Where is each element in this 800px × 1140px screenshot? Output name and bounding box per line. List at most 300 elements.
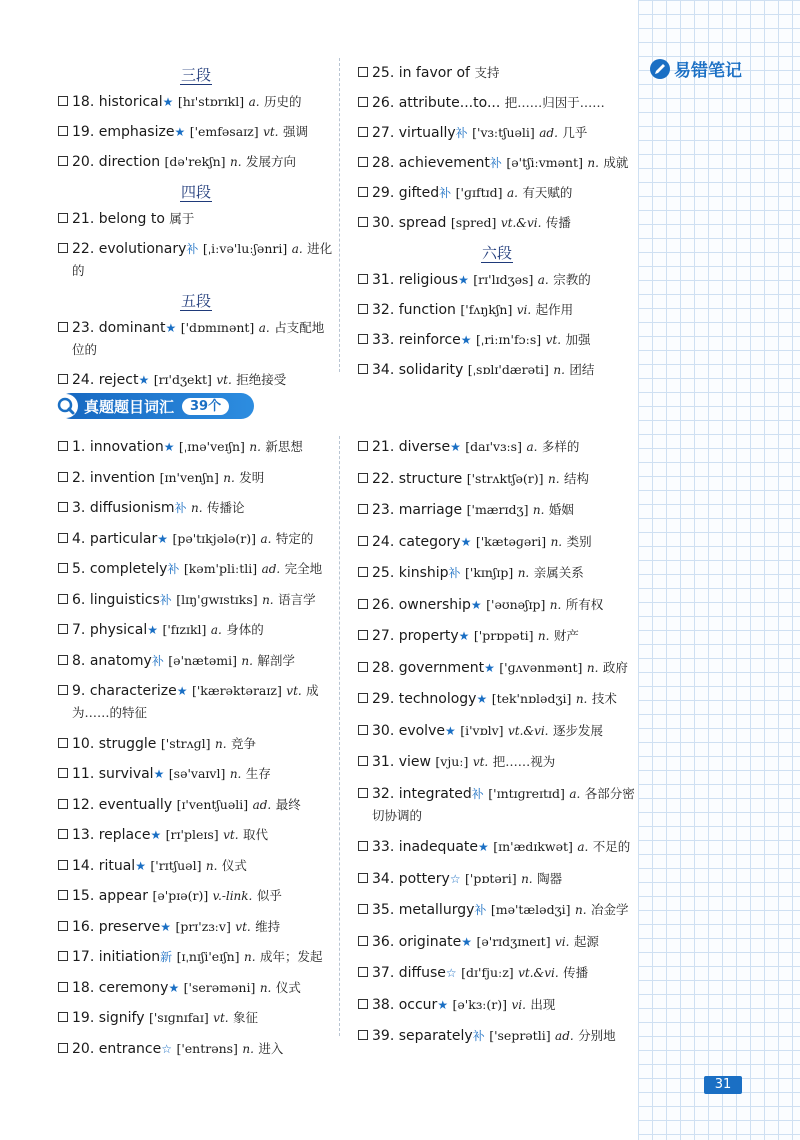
entry-number: 20. <box>72 1040 95 1057</box>
vocab-entry <box>358 625 636 647</box>
entry-text <box>372 594 603 616</box>
entry-word: technology <box>398 691 477 707</box>
entry-word: eventually <box>98 796 173 813</box>
entry-number: 6. <box>72 591 86 608</box>
checkbox[interactable] <box>58 738 68 748</box>
paragraph-heading-text: 四段 <box>180 183 211 201</box>
checkbox[interactable] <box>58 322 68 332</box>
checkbox[interactable] <box>58 829 68 839</box>
entry-definition: 加强 <box>565 332 591 347</box>
checkbox[interactable] <box>358 127 368 137</box>
entry-word: gifted <box>398 185 440 201</box>
entry-mark-icon: ★ <box>165 321 177 335</box>
entry-pos: n. <box>521 871 533 886</box>
checkbox[interactable] <box>358 473 368 483</box>
entry-number: 32. <box>372 785 395 802</box>
entry-number: 24. <box>72 372 95 388</box>
entry-definition: 支持 <box>474 65 500 80</box>
entry-mark-icon: ★ <box>147 623 158 637</box>
checkbox[interactable] <box>58 243 68 253</box>
entry-word: marriage <box>398 502 463 518</box>
entry-number: 36. <box>372 933 395 950</box>
entry-pos: vi. <box>511 997 526 1012</box>
entry-text <box>72 946 323 968</box>
entry-text <box>72 436 303 458</box>
entry-text <box>72 855 247 877</box>
paragraph-heading <box>58 181 334 202</box>
entry-word: reinforce <box>398 332 461 348</box>
entry-phonetic: ['kætəɡəri] <box>475 533 547 549</box>
entry-text <box>372 468 589 490</box>
vocab-entry <box>58 589 334 611</box>
checkbox[interactable] <box>58 1012 68 1022</box>
entry-text <box>72 121 308 143</box>
entry-definition: 所有权 <box>565 596 604 612</box>
entry-number: 5. <box>72 561 86 577</box>
entry-phonetic: [lɪŋ'ɡwɪstɪks] <box>176 591 258 607</box>
entry-definition: 起作用 <box>535 302 574 317</box>
checkbox[interactable] <box>358 788 368 798</box>
checkbox[interactable] <box>358 1030 368 1040</box>
checkbox[interactable] <box>358 536 368 546</box>
entry-definition: 仪式 <box>221 857 247 873</box>
checkbox[interactable] <box>358 334 368 344</box>
entry-definition: 有天赋的 <box>522 185 573 200</box>
paragraph-heading <box>58 290 334 311</box>
entry-pos: n. <box>547 471 560 486</box>
entry-pos: n. <box>532 503 545 517</box>
entry-pos: n. <box>223 470 235 485</box>
entry-number: 28. <box>372 659 395 676</box>
entry-pos: vi. <box>516 303 532 317</box>
entry-text <box>72 977 301 999</box>
vocab-entry <box>58 497 334 519</box>
paragraph-heading-text: 三段 <box>180 66 211 84</box>
entry-text <box>72 558 322 580</box>
entry-number: 16. <box>72 918 95 935</box>
entry-mark-icon: ★ <box>160 919 171 934</box>
vocab-entry <box>358 269 636 291</box>
vocab-entry <box>58 619 334 641</box>
entry-number: 37. <box>372 965 395 981</box>
checkbox[interactable] <box>58 502 68 512</box>
entry-phonetic: ['strʌktʃə(r)] <box>466 470 544 486</box>
entry-definition: 技术 <box>591 691 617 706</box>
entry-text <box>72 1038 283 1060</box>
entry-word: entrance <box>98 1040 162 1057</box>
vocab-section-banner <box>58 393 254 419</box>
entry-definition: 亲属关系 <box>533 565 584 580</box>
checkbox[interactable] <box>358 725 368 735</box>
pen-icon <box>650 59 670 79</box>
entry-number: 22. <box>372 470 395 487</box>
entry-pos: ad. <box>539 126 558 140</box>
entry-pos: n. <box>229 767 242 781</box>
entry-pos: n. <box>553 363 565 377</box>
entry-definition: 各部分密切协调的 <box>372 785 635 823</box>
entry-definition: 冶金学 <box>590 902 629 917</box>
checkbox[interactable] <box>358 756 368 766</box>
checkbox[interactable] <box>58 890 68 900</box>
entry-number: 15. <box>72 888 95 904</box>
entry-word: integrated <box>398 785 472 802</box>
paragraph-heading-text: 六段 <box>481 244 512 262</box>
vocab-entry <box>58 238 334 282</box>
checkbox[interactable] <box>358 841 368 851</box>
entry-phonetic: [dɪ'fjuːz] <box>461 965 514 980</box>
entry-definition: 把……归因于…… <box>504 95 605 110</box>
entry-word: attribute...to... <box>398 95 501 111</box>
entry-number: 22. <box>72 241 95 257</box>
entry-number: 32. <box>372 302 395 318</box>
entry-pos: vt. <box>286 684 302 698</box>
vocab-entry <box>58 528 334 550</box>
entry-pos: v.-link. <box>212 889 253 903</box>
entry-word: solidarity <box>398 362 464 378</box>
entry-word: invention <box>89 469 156 486</box>
entry-phonetic: ['kærəktəraɪz] <box>191 683 282 698</box>
checkbox[interactable] <box>358 630 368 640</box>
entry-word: physical <box>89 622 148 638</box>
checkbox[interactable] <box>58 624 68 634</box>
entry-phonetic: [ə'rɪdʒɪneɪt] <box>476 933 551 949</box>
vocab-entry <box>58 151 334 173</box>
entry-mark-icon: ★ <box>157 531 168 546</box>
checkbox[interactable] <box>358 304 368 314</box>
entry-text <box>72 467 264 489</box>
entry-word: diffusionism <box>89 500 175 516</box>
checkbox[interactable] <box>58 982 68 992</box>
checkbox[interactable] <box>358 217 368 227</box>
entry-phonetic: ['fʌŋkʃn] <box>460 302 513 317</box>
entry-definition: 新思想 <box>265 439 303 454</box>
vocab-entry <box>358 657 636 679</box>
entry-text <box>372 836 630 858</box>
checkbox[interactable] <box>358 873 368 883</box>
vocab-entry <box>58 317 334 361</box>
entry-phonetic: [rɪ'pleɪs] <box>165 827 219 842</box>
vocab-entry <box>358 783 636 827</box>
entry-mark-icon: ☆ <box>449 871 461 886</box>
checkbox[interactable] <box>58 655 68 665</box>
entry-word: occur <box>398 996 438 1013</box>
entry-definition: 最终 <box>275 796 301 812</box>
checkbox[interactable] <box>358 441 368 451</box>
entry-text <box>72 208 194 230</box>
entry-pos: vt. <box>472 755 489 769</box>
entry-text <box>372 92 605 114</box>
checkbox[interactable] <box>58 96 68 106</box>
entry-mark-icon: ☆ <box>161 1041 172 1056</box>
entry-text <box>72 650 295 672</box>
entry-text <box>372 436 579 458</box>
entry-number: 21. <box>372 439 395 455</box>
entry-pos: n. <box>242 1041 254 1056</box>
entry-word: historical <box>98 94 163 110</box>
entry-word: achievement <box>398 155 490 171</box>
vocab-entry <box>58 1007 334 1029</box>
entry-definition: 似乎 <box>256 888 282 903</box>
entry-phonetic: [ɪ'ventʃuəli] <box>176 796 249 812</box>
paragraph-heading-text: 五段 <box>180 292 211 310</box>
column-divider-top <box>339 58 340 372</box>
entry-text <box>372 657 628 679</box>
entry-mark-icon: ★ <box>458 629 470 643</box>
entry-mark-icon: ★ <box>444 723 456 738</box>
entry-word: diverse <box>398 439 451 455</box>
grid-notes-panel <box>638 0 800 1140</box>
entry-phonetic: [i'vɒlv] <box>460 722 504 738</box>
checkbox[interactable] <box>58 472 68 482</box>
entry-definition: 成就 <box>603 155 629 170</box>
entry-phonetic: [tek'nɒlədʒi] <box>491 691 572 706</box>
entry-pos: ad. <box>252 797 272 812</box>
entry-word: initiation <box>98 949 161 965</box>
entry-text <box>372 329 590 351</box>
checkbox[interactable] <box>58 951 68 961</box>
entry-pos: vt. <box>263 125 279 139</box>
entry-text <box>372 1025 616 1047</box>
entry-phonetic: ['ɡʌvənmənt] <box>499 659 583 675</box>
entry-phonetic: [kəm'pliːtli] <box>183 561 258 576</box>
checkbox[interactable] <box>58 533 68 543</box>
entry-pos: n. <box>587 156 599 170</box>
entry-phonetic: [mə'tælədʒi] <box>490 902 571 917</box>
checkbox[interactable] <box>358 662 368 672</box>
entry-mark-icon: ★ <box>460 534 472 549</box>
entry-number: 29. <box>372 691 395 707</box>
entry-definition: 发展方向 <box>245 154 296 169</box>
checkbox[interactable] <box>58 441 68 451</box>
entry-word: reject <box>98 372 139 388</box>
checkbox[interactable] <box>58 126 68 136</box>
entry-number: 17. <box>72 949 95 965</box>
entry-definition: 语言学 <box>278 591 316 607</box>
entry-word: replace <box>98 827 151 843</box>
vocab-entry <box>358 468 636 490</box>
entry-text <box>372 868 562 890</box>
checkbox[interactable] <box>58 921 68 931</box>
entry-number: 23. <box>372 502 395 518</box>
entry-phonetic: ['ɪntɪɡreɪtɪd] <box>488 785 565 801</box>
entry-phonetic: [ˌsɒlɪ'dærəti] <box>467 362 549 377</box>
entry-pos: a. <box>291 242 303 256</box>
vocab-entry <box>58 763 334 785</box>
checkbox[interactable] <box>358 187 368 197</box>
vocab-entry <box>58 885 334 907</box>
entry-definition: 占支配地位的 <box>72 320 325 357</box>
entry-mark-icon: 补 <box>448 566 461 580</box>
entry-definition: 属于 <box>169 211 195 226</box>
paragraph-heading <box>58 64 334 85</box>
checkbox[interactable] <box>58 156 68 166</box>
entry-text <box>72 763 271 785</box>
entry-definition: 多样的 <box>541 439 580 454</box>
entry-pos: n. <box>241 653 253 668</box>
entry-text <box>72 151 296 173</box>
checkbox[interactable] <box>58 374 68 384</box>
entry-text <box>372 182 572 204</box>
entry-definition: 特定的 <box>275 530 314 546</box>
entry-mark-icon: ★ <box>168 980 180 995</box>
checkbox[interactable] <box>58 594 68 604</box>
entry-number: 31. <box>372 272 395 288</box>
checkbox[interactable] <box>58 768 68 778</box>
entry-phonetic: ['rɪtʃuəl] <box>150 857 202 873</box>
entry-word: kinship <box>398 565 449 581</box>
vocab-entry <box>358 562 636 584</box>
section2-left-column <box>58 436 334 1068</box>
entry-text <box>372 359 594 381</box>
checkbox[interactable] <box>58 563 68 573</box>
entry-definition: 竞争 <box>231 735 257 751</box>
entry-definition: 财产 <box>553 628 579 643</box>
checkbox[interactable] <box>358 936 368 946</box>
entry-mark-icon: 补 <box>471 786 484 801</box>
entry-phonetic: ['mærɪdʒ] <box>466 502 529 517</box>
vocab-entry <box>358 868 636 890</box>
entry-phonetic: [sə'vaɪvl] <box>168 766 226 781</box>
entry-phonetic: [hɪ'stɒrɪkl] <box>177 94 245 109</box>
checkbox[interactable] <box>58 1043 68 1053</box>
entry-mark-icon: ★ <box>176 684 188 698</box>
entry-mark-icon: ★ <box>437 997 449 1012</box>
entry-word: evolve <box>398 722 445 739</box>
entry-pos: a. <box>537 273 549 287</box>
entry-text <box>372 994 555 1016</box>
entry-phonetic: [rɪ'lɪdʒəs] <box>473 272 534 287</box>
vocab-entry <box>358 299 636 321</box>
vocab-entry <box>58 121 334 143</box>
section1-right-column <box>358 62 636 389</box>
checkbox[interactable] <box>358 364 368 374</box>
entry-phonetic: [vjuː] <box>435 754 469 769</box>
entry-text <box>72 680 334 724</box>
entry-text <box>72 91 302 113</box>
entry-number: 38. <box>372 996 395 1013</box>
entry-text <box>72 238 334 282</box>
entry-definition: 取代 <box>242 827 268 842</box>
vocab-entry <box>358 688 636 710</box>
entry-pos: n. <box>249 440 261 454</box>
entry-mark-icon: ★ <box>450 440 461 454</box>
checkbox[interactable] <box>358 904 368 914</box>
checkbox[interactable] <box>58 213 68 223</box>
entry-number: 39. <box>372 1028 395 1044</box>
entry-word: inadequate <box>398 839 479 855</box>
entry-text <box>372 62 499 84</box>
entry-pos: a. <box>577 840 589 854</box>
entry-number: 9. <box>72 683 86 699</box>
entry-mark-icon: ★ <box>461 934 473 949</box>
entry-number: 29. <box>372 185 395 201</box>
entry-word: evolutionary <box>98 241 187 257</box>
entry-number: 7. <box>72 622 86 638</box>
checkbox[interactable] <box>358 567 368 577</box>
entry-word: dominant <box>98 320 166 336</box>
entry-definition: 传播论 <box>207 500 245 515</box>
checkbox[interactable] <box>358 693 368 703</box>
banner-count-badge: 39个 <box>182 398 229 415</box>
vocab-entry <box>358 836 636 858</box>
entry-phonetic: [rɪ'dʒekt] <box>153 372 212 387</box>
checkbox[interactable] <box>58 860 68 870</box>
vocab-entry <box>58 733 334 755</box>
entry-mark-icon: ★ <box>478 840 489 854</box>
entry-text <box>72 528 313 550</box>
entry-pos: n. <box>550 534 563 549</box>
entry-definition: 把……视为 <box>492 754 556 769</box>
vocab-entry <box>358 531 636 553</box>
entry-definition: 进化的 <box>72 241 333 278</box>
entry-pos: a. <box>506 186 518 200</box>
entry-text <box>72 619 264 641</box>
checkbox[interactable] <box>358 504 368 514</box>
entry-word: separately <box>398 1028 473 1044</box>
checkbox[interactable] <box>358 157 368 167</box>
entry-number: 27. <box>372 628 395 644</box>
entry-mark-icon: ★ <box>150 828 162 842</box>
checkbox[interactable] <box>358 999 368 1009</box>
entry-definition: 解剖学 <box>257 652 295 668</box>
checkbox[interactable] <box>58 799 68 809</box>
vocab-entry <box>58 558 334 580</box>
entry-phonetic: [ɪn'ædɪkwət] <box>493 839 573 854</box>
entry-number: 18. <box>72 94 95 110</box>
banner-title: 真题题目词汇 <box>84 397 175 416</box>
entry-pos: n. <box>229 155 242 169</box>
checkbox[interactable] <box>358 97 368 107</box>
entry-text <box>72 824 268 846</box>
vocab-entry <box>358 720 636 742</box>
entry-text <box>372 962 588 984</box>
entry-phonetic: ['əʊnəʃɪp] <box>486 596 546 612</box>
entry-word: pottery <box>398 870 450 887</box>
checkbox[interactable] <box>358 599 368 609</box>
vocab-entry <box>358 931 636 953</box>
entry-mark-icon: ★ <box>460 333 472 347</box>
vocab-entry <box>358 122 636 144</box>
entry-text <box>72 1007 258 1029</box>
entry-definition: 仪式 <box>275 979 301 995</box>
vocab-entry <box>58 680 334 724</box>
entry-word: government <box>398 659 485 676</box>
vocab-entry <box>58 916 334 938</box>
entry-text <box>372 751 555 773</box>
vocab-entry <box>58 91 334 113</box>
checkbox[interactable] <box>358 67 368 77</box>
entry-definition: 宗教的 <box>553 272 591 287</box>
entry-definition: 不足的 <box>592 839 631 854</box>
entry-word: anatomy <box>89 652 152 669</box>
entry-mark-icon: 补 <box>474 903 487 917</box>
checkbox[interactable] <box>358 967 368 977</box>
vocab-entry <box>58 946 334 968</box>
entry-definition: 维持 <box>255 918 281 934</box>
entry-definition: 发明 <box>239 469 265 485</box>
entry-phonetic: ['strʌɡl] <box>160 735 211 751</box>
entry-phonetic: ['kɪnʃɪp] <box>465 565 514 580</box>
entry-pos: ad. <box>261 562 281 576</box>
entry-definition: 完全地 <box>284 561 323 576</box>
entry-pos: n. <box>191 501 203 515</box>
entry-number: 34. <box>372 362 395 378</box>
entry-definition: 传播 <box>563 965 589 980</box>
checkbox[interactable] <box>358 274 368 284</box>
sidebar-title-text: 易错笔记 <box>674 61 742 81</box>
checkbox[interactable] <box>58 685 68 695</box>
entry-phonetic: [daɪ'vɜːs] <box>465 439 522 454</box>
